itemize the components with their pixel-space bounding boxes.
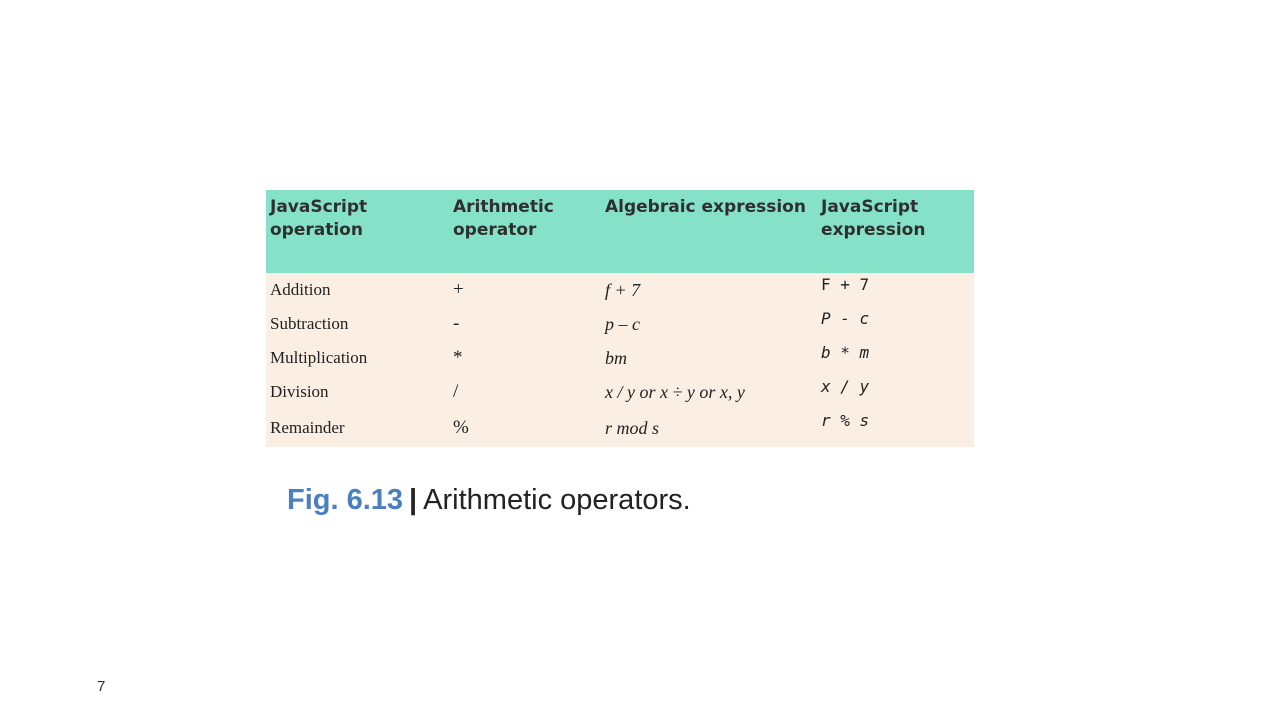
operator-cell: / [449, 375, 601, 409]
caption-text: Arithmetic operators. [423, 484, 691, 516]
operator-cell: - [449, 307, 601, 341]
javascript-cell: r % s [817, 409, 974, 447]
figure-label: Fig. 6.13 [287, 484, 404, 516]
table-row [266, 307, 974, 341]
header-javascript-operation: JavaScript operation [266, 190, 449, 273]
javascript-cell: b * m [817, 341, 974, 375]
operation-cell: Subtraction [266, 307, 449, 341]
algebraic-cell: x / y or x ÷ y or x, y [601, 375, 817, 409]
javascript-cell: F + 7 [817, 273, 974, 307]
table-row [266, 273, 974, 307]
operator-cell: % [449, 409, 601, 447]
operation-cell: Remainder [266, 409, 449, 447]
table-header-row [266, 190, 974, 273]
operator-cell: * [449, 341, 601, 375]
algebraic-cell: bm [601, 341, 817, 375]
table-row [266, 341, 974, 375]
arithmetic-operators-table [266, 190, 974, 447]
table-row [266, 409, 974, 447]
table-row [266, 375, 974, 409]
figure-caption [287, 484, 691, 517]
header-arithmetic-operator: Arithmetic operator [449, 190, 601, 273]
operation-cell: Addition [266, 273, 449, 307]
javascript-cell: x / y [817, 375, 974, 409]
header-algebraic-expression: Algebraic expression [601, 190, 817, 273]
algebraic-cell: p – c [601, 307, 817, 341]
algebraic-cell: r mod s [601, 409, 817, 447]
caption-separator: | [409, 484, 418, 516]
javascript-cell: P - c [817, 307, 974, 341]
header-javascript-expression: JavaScript expression [817, 190, 974, 273]
operation-cell: Multiplication [266, 341, 449, 375]
slide-number: 7 [97, 678, 106, 695]
algebraic-cell: f + 7 [601, 273, 817, 307]
operation-cell: Division [266, 375, 449, 409]
operator-cell: + [449, 273, 601, 307]
